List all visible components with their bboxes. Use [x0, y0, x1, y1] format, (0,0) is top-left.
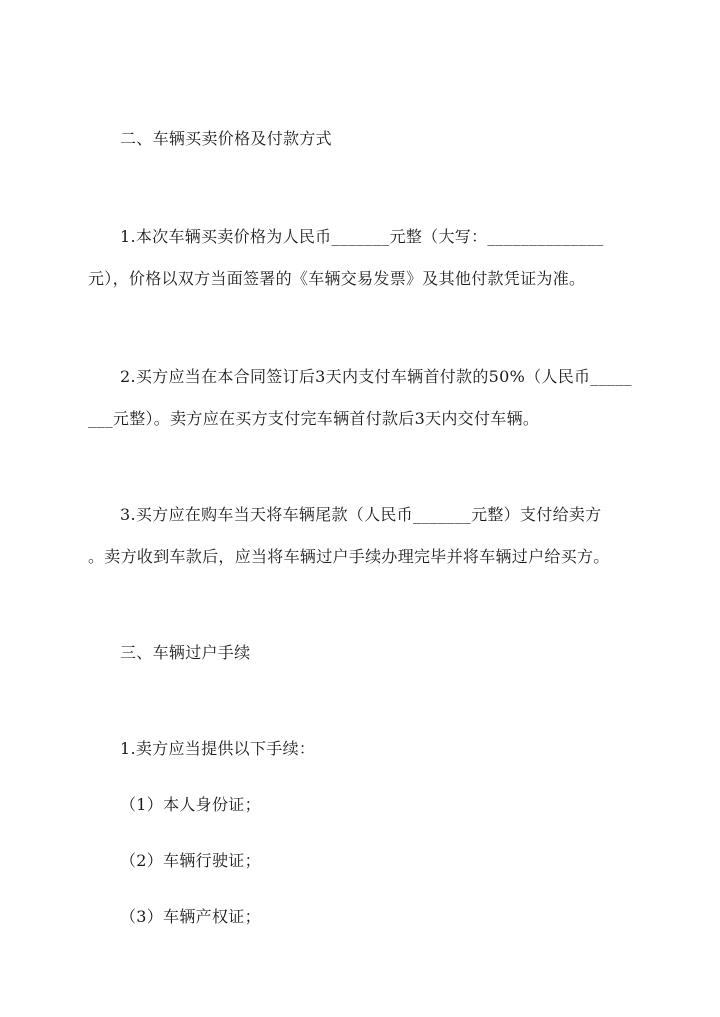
clause-seller-documents: 1.卖方应当提供以下手续：: [120, 739, 316, 758]
list-item-driving-license: （2）车辆行驶证；: [120, 851, 261, 870]
section-heading-price-payment: 二、车辆买卖价格及付款方式: [120, 129, 332, 148]
clause-final-payment-line-2: 。卖方收到车款后，应当将车辆过户手续办理完毕并将车辆过户给买方。: [88, 547, 610, 566]
clause-down-payment-line-1: 2.买方应当在本合同签订后3天内支付车辆首付款的50%（人民币_____: [120, 367, 632, 386]
list-item-ownership-certificate: （3）车辆产权证；: [120, 907, 261, 926]
clause-final-payment-line-1: 3.买方应在购车当天将车辆尾款（人民币_______元整）支付给卖方: [120, 505, 602, 524]
section-heading-transfer: 三、车辆过户手续: [120, 643, 251, 662]
list-item-id-card: （1）本人身份证；: [120, 795, 261, 814]
clause-price-line-2: 元），价格以双方当面签署的《车辆交易发票》及其他付款凭证为准。: [88, 269, 586, 288]
clause-down-payment-line-2: ___元整）。卖方应在买方支付完车辆首付款后3天内交付车辆。: [88, 409, 540, 428]
clause-price-line-1: 1.本次车辆买卖价格为人民币_______元整（大写：______________: [120, 227, 604, 246]
